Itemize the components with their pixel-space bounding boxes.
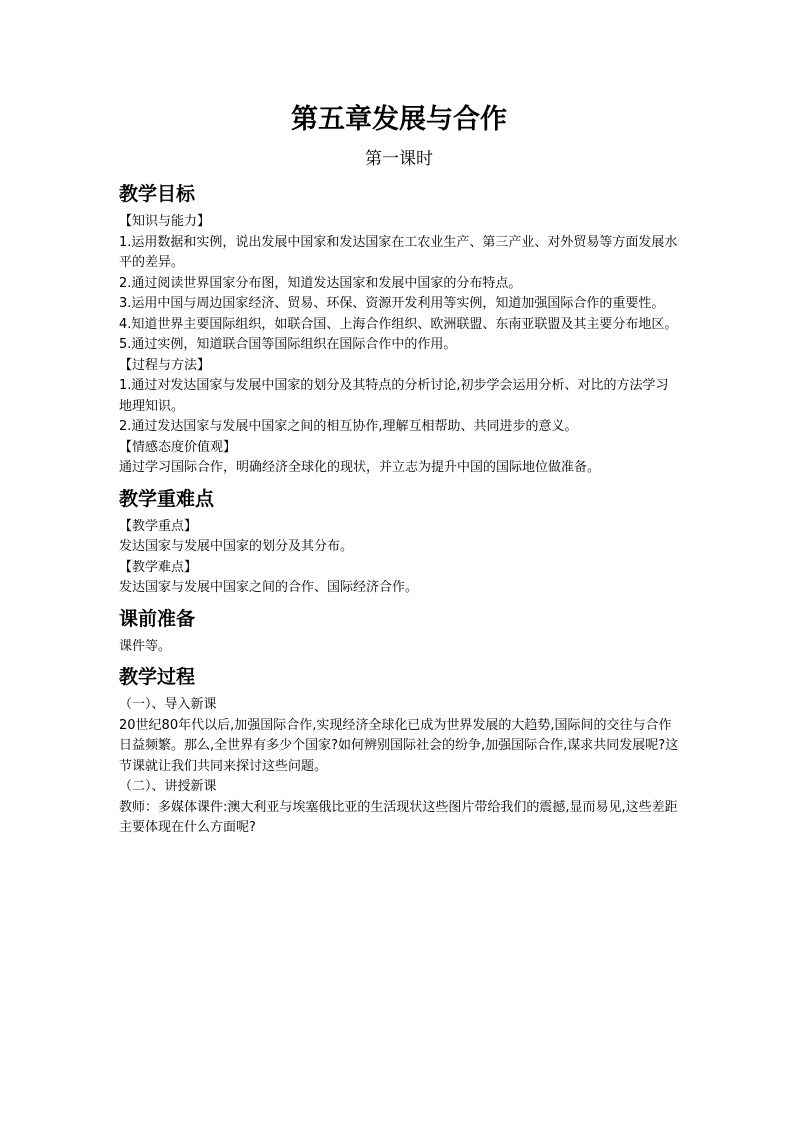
lecture-label: （二）、讲授新课 — [119, 779, 217, 794]
preparation-text: 课件等。 — [119, 638, 172, 654]
lecture-text: 教师：多媒体课件:澳大利亚与埃塞俄比亚的生活现状这些图片带给我们的震撼,显而易见,这些差距主要体现在什么方面呢? — [119, 799, 678, 835]
page-subtitle: 第一课时 — [365, 149, 433, 169]
process-method-item: 2.通过发达国家与发展中国家之间的相互协作,理解互相帮助、共同进步的意义。 — [119, 419, 578, 434]
knowledge-item: 5.通过实例，知道联合国等国际组织在国际合作中的作用。 — [119, 337, 457, 352]
intro-text: 20世纪80年代以后,加强国际合作,实现经济全球化已成为世界发展的大趋势,国际间的交往与合作日益频繁。那么,全世界有多少个国家?如何辨别国际社会的纷争,加强国际合作,谋求共同发展呢?这节课就让我们共同来探讨这些问题。 — [119, 717, 679, 774]
knowledge-item: 1.运用数据和实例，说出发展中国家和发达国家在工农业生产、第三产业、对外贸易等方面发展水平的差异。 — [119, 234, 678, 270]
difficulty-label: 【教学难点】 — [119, 559, 198, 575]
process-method-item: 1.通过对发达国家与发展中国家的划分及其特点的分析讨论,初步学会运用分析、对比的方法学习地理知识。 — [119, 378, 669, 414]
section-heading-objectives: 教学目标 — [119, 183, 196, 205]
difficulty-text: 发达国家与发展中国家之间的合作、国际经济合作。 — [119, 580, 419, 595]
process-method-label: 【过程与方法】 — [119, 357, 211, 373]
document-content — [119, 100, 679, 839]
page-title: 第五章发展与合作 — [291, 104, 507, 135]
attitude-label: 【情感态度价值观】 — [119, 439, 237, 455]
knowledge-item: 2.通过阅读世界国家分布图，知道发达国家和发展中国家的分布特点。 — [119, 275, 522, 291]
intro-label: （一）、导入新课 — [119, 697, 217, 712]
knowledge-item: 3.运用中国与周边国家经济、贸易、环保、资源开发利用等实例，知道加强国际合作的重要性。 — [119, 296, 665, 311]
knowledge-label: 【知识与能力】 — [119, 214, 211, 229]
section-heading-preparation: 课前准备 — [119, 607, 196, 630]
focus-label: 【教学重点】 — [119, 518, 198, 534]
section-heading-key-points: 教学重难点 — [119, 487, 215, 510]
focus-text: 发达国家与发展中国家的划分及其分布。 — [119, 539, 354, 554]
knowledge-item: 4.知道世界主要国际组织，如联合国、上海合作组织、欧洲联盟、东南亚联盟及其主要分布地区。 — [119, 316, 678, 332]
section-heading-process: 教学过程 — [119, 666, 196, 688]
attitude-text: 通过学习国际合作，明确经济全球化的现状，并立志为提升中国的国际地位做准备。 — [119, 460, 601, 475]
